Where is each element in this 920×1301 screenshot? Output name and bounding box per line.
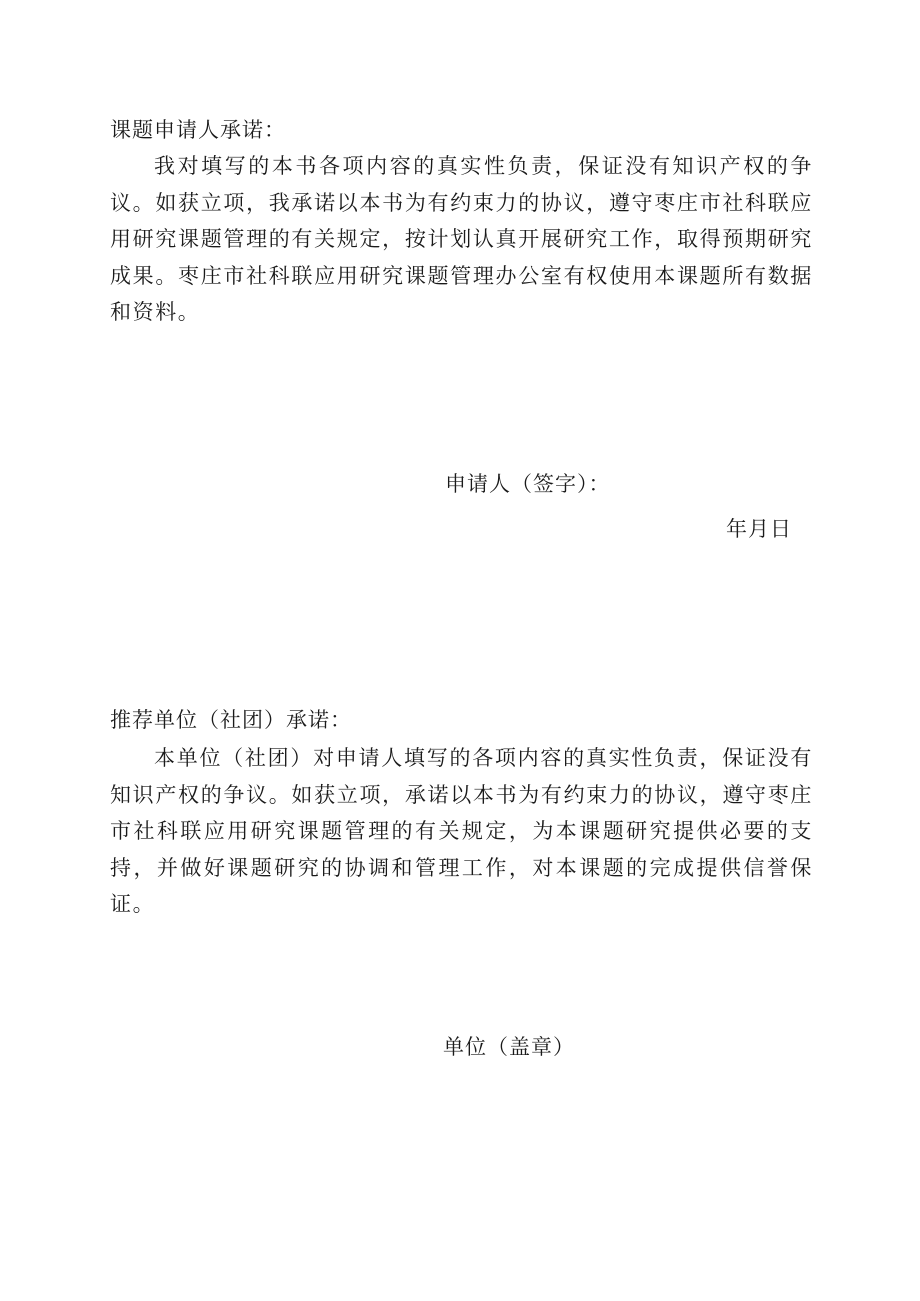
recommender-commitment-text: 本单位（社团）对申请人填写的各项内容的真实性负责，保证没有知识产权的争议。如获立项，承诺以本书为有约束力的协议，遵守枣庄市社科联应用研究课题管理的有关规定，为本课题研究提供必要的支持，并做好课题研究的协调和管理工作，对本课题的完成提供信誉保证。 xyxy=(110,746,813,916)
applicant-commitment-text: 我对填写的本书各项内容的真实性负责，保证没有知识产权的争议。如获立项，我承诺以本书为有约束力的协议，遵守枣庄市社科联应用研究课题管理的有关规定，按计划认真开展研究工作，取得预期研究成果。枣庄市社科联应用研究课题管理办公室有权使用本课题所有数据和资料。 xyxy=(110,154,813,324)
recommender-commitment-heading: 推荐单位（社团）承诺： xyxy=(110,708,352,732)
recommender-seal-label: 单位（盖章） xyxy=(443,1035,575,1059)
applicant-commitment-heading: 课题申请人承诺： xyxy=(110,118,286,142)
applicant-signature-label: 申请人（签字）： xyxy=(445,472,611,496)
applicant-date-label: 年月日 xyxy=(726,517,792,541)
